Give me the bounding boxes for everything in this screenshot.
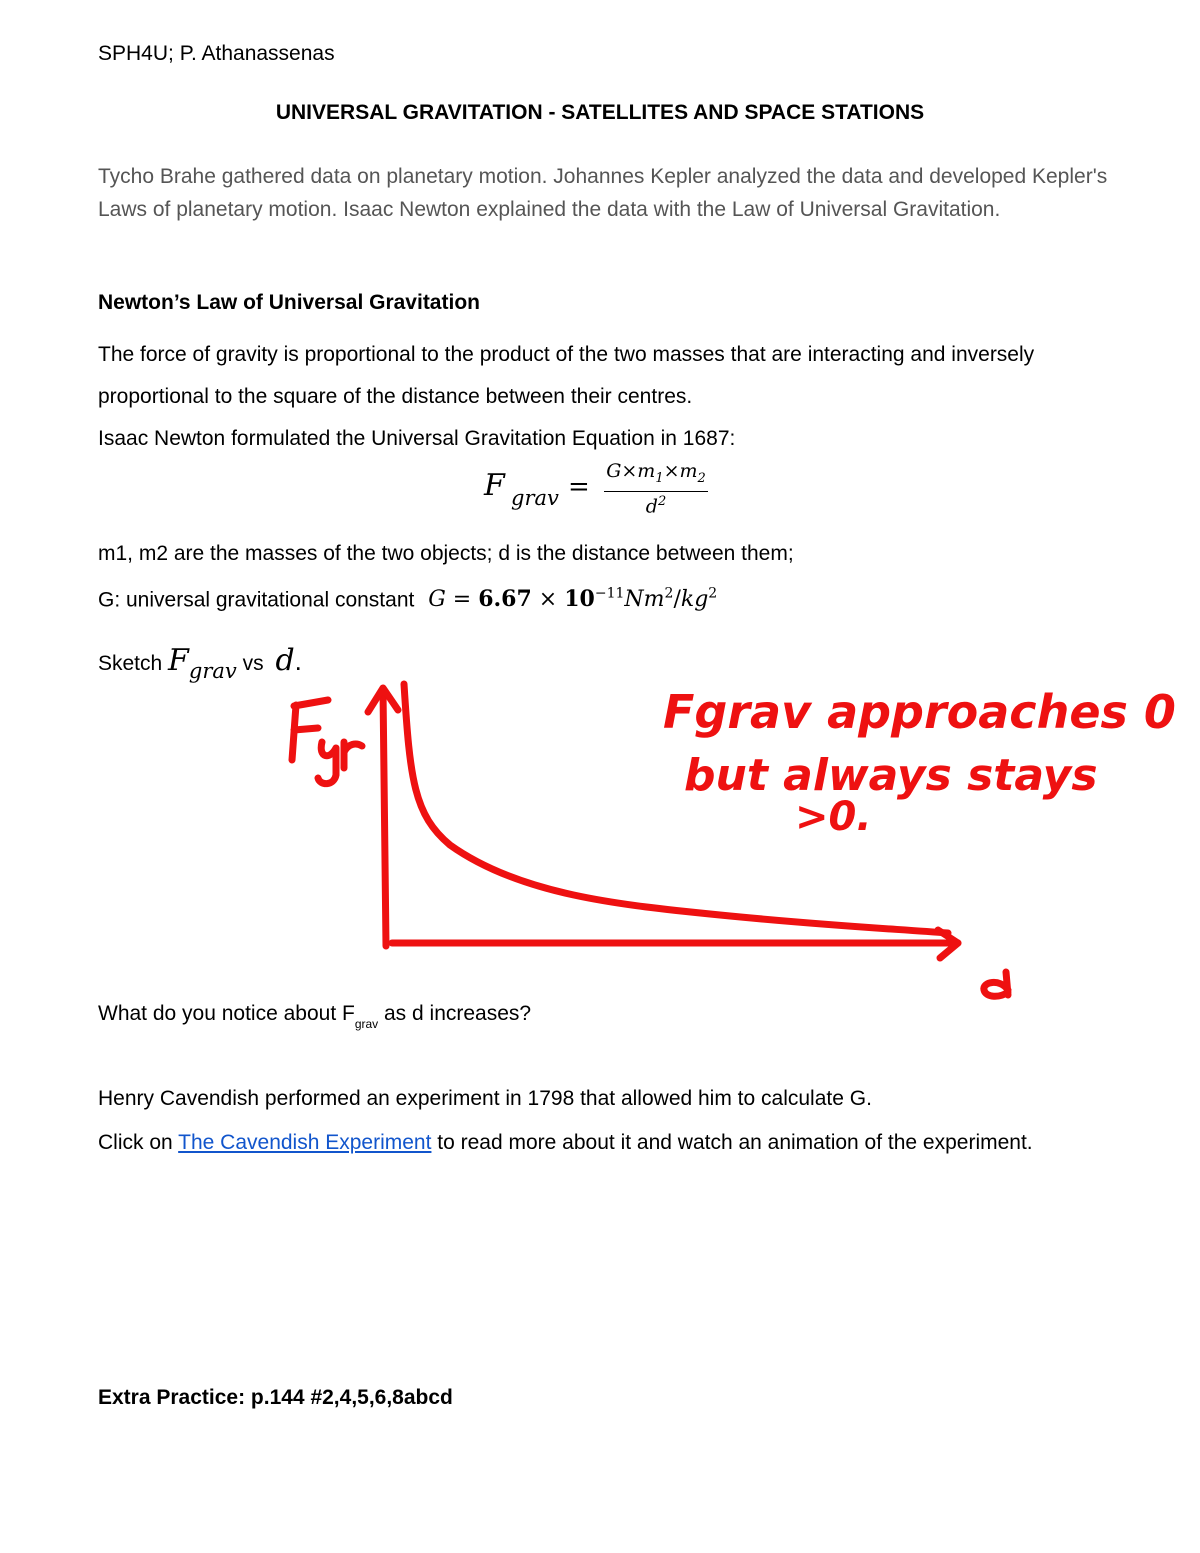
equation-numerator: $G\times m_1\times m_2$ bbox=[606, 460, 706, 486]
note-line-2: but always stays bbox=[684, 750, 1098, 801]
sketch-d-symbol: d bbox=[275, 643, 295, 678]
x-label-d-stroke bbox=[984, 972, 1008, 996]
equation-f-subscript: grav bbox=[511, 486, 559, 510]
y-axis-line bbox=[383, 690, 386, 946]
question-line: What do you notice about $F_{grav}$ as d increases? bbox=[98, 1002, 532, 1031]
sketch-prompt: Sketch Fgrav vs d. bbox=[98, 643, 302, 683]
law-text: The force of gravity is proportional to the product of the two masses that are interacting and inversely proportional to the square of the distance between their centres. bbox=[98, 343, 1035, 408]
y-label-r-stroke bbox=[344, 742, 362, 768]
equation-intro: Isaac Newton formulated the Universal Gravitation Equation in 1687: bbox=[98, 427, 736, 450]
equation-denominator: $d^2$ bbox=[645, 494, 667, 518]
variables-text: m1, m2 are the masses of the two objects; d is the distance between them; bbox=[98, 542, 794, 565]
extra-practice: Extra Practice: p.144 #2,4,5,6,8abcd bbox=[98, 1386, 453, 1409]
intro-paragraph: Tycho Brahe gathered data on planetary motion. Johannes Kepler analyzed the data and developed Kepler's Laws of planetary motion. Isaac Newton explained the data with the Law of Universal Gravitation. bbox=[98, 165, 1108, 221]
sketch-prefix: Sketch bbox=[98, 652, 163, 675]
constant-label: G: universal gravitational constant bbox=[98, 588, 415, 612]
sketch-f-subscript: grav bbox=[188, 659, 237, 683]
cavendish-experiment-link[interactable]: The Cavendish Experiment bbox=[178, 1131, 432, 1154]
document-title: UNIVERSAL GRAVITATION - SATELLITES AND SPACE STATIONS bbox=[275, 101, 925, 124]
document-header: SPH4U; P. Athanassenas bbox=[98, 42, 335, 65]
click-paragraph: Click on The Cavendish Experiment to read more about it and watch an animation of the experiment. bbox=[98, 1131, 1033, 1154]
y-label-g-stroke bbox=[318, 742, 336, 784]
note-line-1: Fgrav approaches 0 bbox=[663, 685, 1176, 739]
section-heading: Newton’s Law of Universal Gravitation bbox=[98, 291, 480, 314]
equation-equals: = bbox=[568, 472, 590, 502]
cavendish-text: Henry Cavendish performed an experiment in 1798 that allowed him to calculate G. bbox=[98, 1087, 872, 1110]
equation-f-symbol: F bbox=[484, 468, 505, 503]
note-line-3: >0. bbox=[795, 794, 872, 840]
constant-value: $G = 6.67 \times 10^{-11}Nm^2/kg^2$ bbox=[428, 586, 718, 613]
sketch-vs: vs bbox=[242, 652, 264, 675]
sketch-f-symbol: F bbox=[168, 643, 189, 678]
